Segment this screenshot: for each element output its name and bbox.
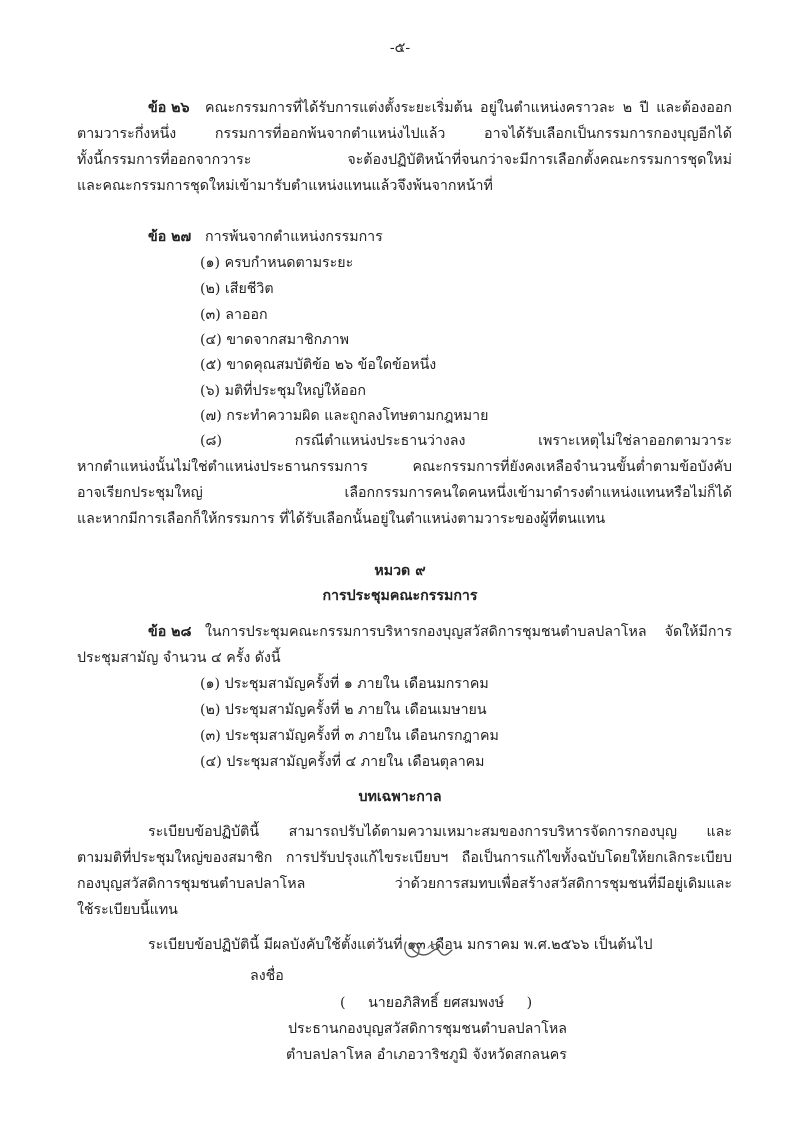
clause-28-item-1: (๑) ประชุมสามัญครั้งที่ ๑ ภายใน เดือนมกราคม (200, 676, 489, 692)
clause-27-item-1: (๑) ครบกำหนดตามระยะ (200, 255, 354, 271)
clause-28-item-3: (๓) ประชุมสามัญครั้งที่ ๓ ภายใน เดือนกรกฎาคม (200, 728, 499, 744)
chapter-title: การประชุมคณะกรรมการ (322, 588, 478, 604)
clause-27-item-2: (๒) เสียชีวิต (200, 281, 274, 297)
chapter-label: หมวด ๙ (374, 563, 426, 579)
clause-26-line-3: ทั้งนี้กรรมการที่ออกจากวาระ จะต้องปฏิบัติหน้าที่จนกว่าจะมีการเลือกตั้งคณะกรรมการชุดใหม่ (77, 152, 732, 168)
signatory-address: ตำบลปลาโหล อำเภอวาริชภูมิ จังหวัดสกลนคร (286, 1047, 567, 1063)
clause-27-heading: การพ้นจากตำแหน่งกรรมการ (205, 229, 383, 245)
transitional-para-1-line-2: ตามมติที่ประชุมใหญ่ของสมาชิก การปรับปรุงแก้ไขระเบียบฯ ถือเป็นการแก้ไขทั้งฉบับโดยให้ยกเลิกระเบียบ (77, 850, 732, 866)
signatory-position: ประธานกองบุญสวัสดิการชุมชนตำบลปลาโหล (288, 1021, 567, 1037)
transitional-para-1-line-4: ใช้ระเบียบนี้แทน (77, 902, 178, 918)
page-number: -๕- (389, 40, 411, 56)
clause-27-item-8-line-4: และหากมีการเลือกก็ให้กรรมการ ที่ได้รับเลือกนั้นอยู่ในตำแหน่งตามวาระของผู้ที่ตนแทน (77, 511, 606, 527)
clause-28-line-1: ในการประชุมคณะกรรมการบริหารกองบุญสวัสดิการชุมชนตำบลปลาโหล จัดให้มีการ (205, 624, 732, 640)
transitional-para-2: ระเบียบข้อปฏิบัตินี้ มีผลบังคับใช้ตั้งแต่วันที่ ๑๓ เดือน มกราคม พ.ศ.๒๕๖๖ เป็นต้นไป (148, 937, 653, 953)
transitional-para-1-line-1: ระเบียบข้อปฏิบัตินี้ สามารถปรับได้ตามความเหมาะสมของการบริหารจัดการกองบุญ และ (148, 824, 732, 840)
transitional-para-1-line-3: กองบุญสวัสดิการชุมชนตำบลปลาโหล ว่าด้วยการสมทบเพื่อสร้างสวัสดิการชุมชนที่มีอยู่เดิมและ (77, 876, 732, 892)
clause-27-item-8-line-1: (๘) กรณีตำแหน่งประธานว่างลง เพราะเหตุไม่ใช่ลาออกตามวาระ (200, 433, 732, 449)
clause-26-line-4: และคณะกรรมการชุดใหม่เข้ามารับตำแหน่งแทนแล้วจึงพ้นจากหน้าที่ (77, 178, 493, 194)
sign-label: ลงชื่อ (250, 968, 284, 984)
clause-26-line-1: คณะกรรมการที่ได้รับการแต่งตั้งระยะเริ่มต้น อยู่ในตำแหน่งคราวละ ๒ ปี และต้องออก (205, 100, 732, 116)
clause-27-item-5: (๕) ขาดคุณสมบัติข้อ ๒๖ ข้อใดข้อหนึ่ง (200, 357, 437, 373)
clause-28-label: ข้อ ๒๘ (148, 624, 192, 640)
clause-27-item-6: (๖) มติที่ประชุมใหญ่ให้ออก (200, 383, 367, 399)
clause-28-item-2: (๒) ประชุมสามัญครั้งที่ ๒ ภายใน เดือนเมษายน (200, 702, 487, 718)
clause-27-item-7: (๗) กระทำความผิด และถูกลงโทษตามกฎหมาย (200, 408, 489, 424)
signatory-name: ( นายอภิสิทธิ์ ยศสมพงษ์ ) (340, 995, 533, 1011)
clause-27-item-8-line-2: หากตำแหน่งนั้นไม่ใช่ตำแหน่งประธานกรรมการ คณะกรรมการที่ยังคงเหลือจำนวนขั้นต่ำตามข้อบังคับ (77, 459, 732, 475)
clause-26-line-2: ตามวาระกึ่งหนึ่ง กรรมการที่ออกพ้นจากตำแหน่งไปแล้ว อาจได้รับเลือกเป็นกรรมการกองบุญอีกได้ (77, 126, 732, 142)
transitional-title: บทเฉพาะกาล (358, 789, 442, 805)
clause-28-line-2: ประชุมสามัญ จำนวน ๔ ครั้ง ดังนี้ (77, 650, 281, 666)
clause-27-item-4: (๔) ขาดจากสมาชิกภาพ (200, 332, 349, 348)
clause-27-item-8-line-3: อาจเรียกประชุมใหญ่ เลือกกรรมการคนใดคนหนึ่งเข้ามาดำรงตำแหน่งแทนหรือไม่ก็ได้ (77, 485, 732, 501)
clause-27-item-3: (๓) ลาออก (200, 307, 268, 323)
clause-26-label: ข้อ ๒๖ (148, 100, 190, 116)
clause-27-label: ข้อ ๒๗ (148, 229, 192, 245)
handwritten-signature (398, 928, 458, 966)
clause-28-item-4: (๔) ประชุมสามัญครั้งที่ ๔ ภายใน เดือนตุลาคม (200, 754, 485, 770)
